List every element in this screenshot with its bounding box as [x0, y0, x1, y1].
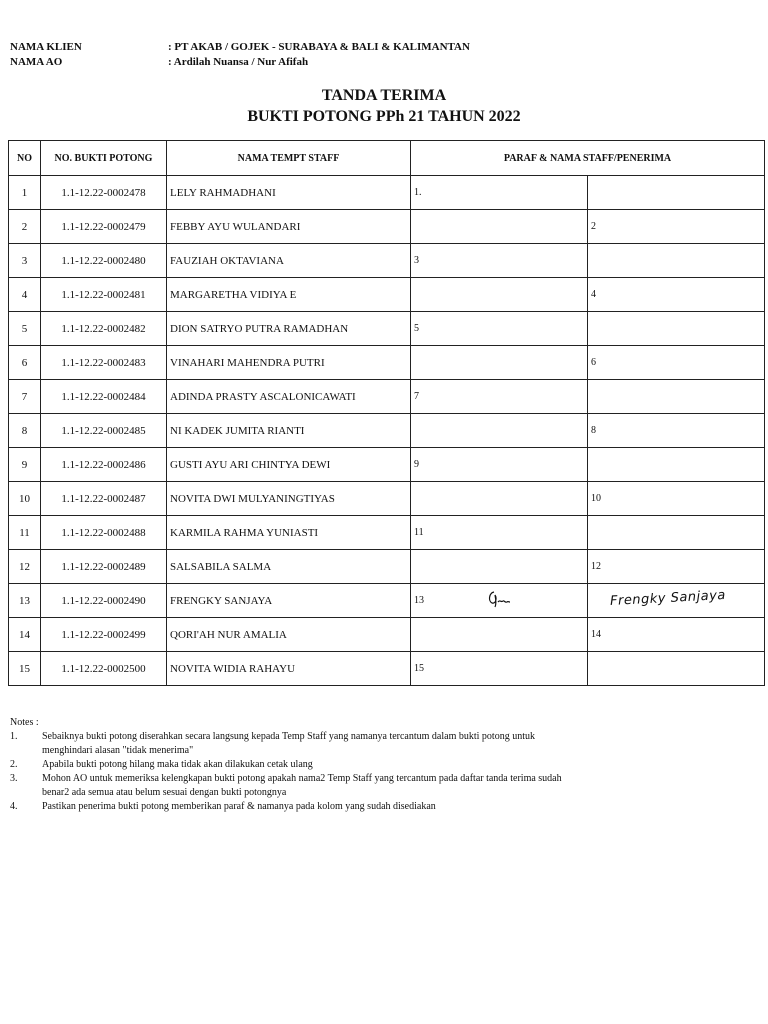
- cell-bukti-potong: [41, 312, 167, 346]
- cell-paraf-left-text: 15: [414, 663, 424, 674]
- cell-no: [9, 550, 41, 584]
- cell-no-text: 1: [21, 186, 28, 199]
- notes-section: [10, 716, 572, 814]
- table-row: [9, 550, 765, 584]
- cell-paraf-left-text: 3: [414, 255, 419, 266]
- cell-nama-staff: [167, 210, 411, 244]
- cell-no: [9, 652, 41, 686]
- cell-paraf-left: [411, 516, 588, 550]
- table-header-row: [9, 141, 765, 176]
- cell-nama-staff: [167, 380, 411, 414]
- header-nama-staff: NAMA TEMPT STAFF: [167, 141, 411, 176]
- cell-paraf-right: [588, 312, 765, 346]
- cell-nama-staff: [167, 244, 411, 278]
- cell-bukti-potong: [41, 414, 167, 448]
- cell-no-text: 6: [21, 356, 28, 369]
- cell-nama-staff-text: QORI'AH NUR AMALIA: [170, 628, 287, 641]
- cell-paraf-left: [411, 584, 588, 618]
- cell-paraf-left: [411, 618, 588, 652]
- cell-no-text: 15: [19, 662, 30, 675]
- cell-no-text: 2: [21, 220, 28, 233]
- ao-label: NAMA AO: [10, 56, 63, 68]
- cell-paraf-right-text: 14: [591, 629, 601, 640]
- cell-nama-staff: [167, 278, 411, 312]
- cell-bukti-potong-text: 1.1-12.22-0002481: [61, 288, 146, 301]
- cell-paraf-right-text: 4: [591, 289, 596, 300]
- title-line-2: BUKTI POTONG PPh 21 TAHUN 2022: [247, 108, 521, 125]
- cell-bukti-potong: [41, 210, 167, 244]
- cell-bukti-potong-text: 1.1-12.22-0002480: [61, 254, 146, 267]
- note-number: 1.: [10, 731, 18, 742]
- cell-bukti-potong: [41, 584, 167, 618]
- cell-no: [9, 380, 41, 414]
- client-row: [10, 40, 470, 55]
- cell-no: [9, 414, 41, 448]
- note-text: Apabila bukti potong hilang maka tidak akan dilakukan cetak ulang: [42, 759, 313, 770]
- ao-row: [10, 55, 470, 70]
- cell-nama-staff-text: GUSTI AYU ARI CHINTYA DEWI: [170, 458, 331, 471]
- table-row: [9, 652, 765, 686]
- cell-no: [9, 278, 41, 312]
- cell-bukti-potong-text: 1.1-12.22-0002478: [61, 186, 146, 199]
- table-row: [9, 244, 765, 278]
- table-row: [9, 380, 765, 414]
- cell-bukti-potong-text: 1.1-12.22-0002500: [61, 662, 146, 675]
- cell-nama-staff: [167, 550, 411, 584]
- cell-bukti-potong-text: 1.1-12.22-0002487: [61, 492, 146, 505]
- cell-nama-staff: [167, 618, 411, 652]
- cell-no-text: 11: [19, 526, 30, 539]
- cell-nama-staff-text: KARMILA RAHMA YUNIASTI: [170, 526, 319, 539]
- cell-bukti-potong-text: 1.1-12.22-0002486: [61, 458, 146, 471]
- cell-paraf-left: [411, 244, 588, 278]
- cell-nama-staff-text: FAUZIAH OKTAVIANA: [170, 254, 284, 267]
- cell-no: [9, 244, 41, 278]
- cell-paraf-left: [411, 652, 588, 686]
- cell-nama-staff-text: FEBBY AYU WULANDARI: [170, 220, 301, 233]
- cell-nama-staff: [167, 482, 411, 516]
- table-row: [9, 448, 765, 482]
- cell-bukti-potong: [41, 618, 167, 652]
- cell-paraf-left-text: 7: [414, 391, 419, 402]
- cell-paraf-left: [411, 380, 588, 414]
- cell-bukti-potong: [41, 652, 167, 686]
- cell-nama-staff: [167, 312, 411, 346]
- cell-no-text: 13: [19, 594, 30, 607]
- note-number: 3.: [10, 773, 18, 784]
- cell-bukti-potong: [41, 482, 167, 516]
- cell-nama-staff-text: NOVITA DWI MULYANINGTIYAS: [170, 492, 335, 505]
- cell-nama-staff: [167, 448, 411, 482]
- client-label: NAMA KLIEN: [10, 41, 82, 53]
- cell-nama-staff-text: ADINDA PRASTY ASCALONICAWATI: [170, 390, 356, 403]
- note-item: [10, 758, 572, 772]
- cell-bukti-potong: [41, 550, 167, 584]
- cell-nama-staff-text: SALSABILA SALMA: [170, 560, 272, 573]
- cell-no-text: 7: [21, 390, 28, 403]
- note-item: [10, 772, 572, 800]
- cell-no: [9, 346, 41, 380]
- client-value: : PT AKAB / GOJEK - SURABAYA & BALI & KALIMANTAN: [168, 41, 470, 53]
- table-row: [9, 278, 765, 312]
- cell-bukti-potong-text: 1.1-12.22-0002499: [61, 628, 146, 641]
- cell-no-text: 3: [21, 254, 28, 267]
- cell-no-text: 14: [19, 628, 30, 641]
- note-text: Pastikan penerima bukti potong memberikan paraf & namanya pada kolom yang sudah disediakan: [42, 801, 436, 812]
- cell-paraf-right-text: 2: [591, 221, 596, 232]
- table-row: [9, 584, 765, 618]
- title-line-1: TANDA TERIMA: [321, 87, 447, 104]
- handwritten-signature-name: Frengky Sanjaya: [609, 587, 727, 610]
- cell-bukti-potong: [41, 176, 167, 210]
- cell-no-text: 5: [21, 322, 28, 335]
- table-row: [9, 482, 765, 516]
- note-item: [10, 800, 572, 814]
- cell-paraf-right: [588, 550, 765, 584]
- cell-paraf-left: [411, 448, 588, 482]
- table-row: [9, 176, 765, 210]
- cell-paraf-left-text: 1.: [414, 187, 422, 198]
- cell-paraf-right-text: 6: [591, 357, 596, 368]
- cell-paraf-right: [588, 380, 765, 414]
- cell-bukti-potong-text: 1.1-12.22-0002490: [61, 594, 146, 607]
- table-row: [9, 516, 765, 550]
- cell-no: [9, 176, 41, 210]
- header-bukti-potong: NO. BUKTI POTONG: [41, 141, 167, 176]
- cell-no: [9, 516, 41, 550]
- cell-paraf-left: [411, 414, 588, 448]
- cell-no: [9, 482, 41, 516]
- cell-paraf-left: [411, 312, 588, 346]
- cell-bukti-potong: [41, 244, 167, 278]
- paraf-signature-icon: [486, 590, 512, 608]
- document-header: [10, 40, 470, 70]
- cell-paraf-right: [588, 278, 765, 312]
- cell-nama-staff-text: FRENGKY SANJAYA: [170, 594, 273, 607]
- cell-no-text: 9: [21, 458, 28, 471]
- cell-nama-staff: [167, 652, 411, 686]
- cell-paraf-right: [588, 618, 765, 652]
- cell-paraf-right: [588, 584, 765, 618]
- cell-paraf-right: [588, 482, 765, 516]
- cell-paraf-right: [588, 414, 765, 448]
- cell-paraf-left: [411, 482, 588, 516]
- cell-paraf-left-text: 9: [414, 459, 419, 470]
- cell-bukti-potong-text: 1.1-12.22-0002489: [61, 560, 146, 573]
- cell-paraf-left: [411, 210, 588, 244]
- cell-paraf-right-text: 10: [591, 493, 601, 504]
- cell-nama-staff-text: DION SATRYO PUTRA RAMADHAN: [170, 322, 349, 335]
- cell-paraf-right: [588, 516, 765, 550]
- note-number: 4.: [10, 801, 18, 812]
- cell-bukti-potong-text: 1.1-12.22-0002479: [61, 220, 146, 233]
- cell-no: [9, 584, 41, 618]
- cell-no-text: 12: [19, 560, 30, 573]
- cell-paraf-left-text: 11: [414, 527, 424, 538]
- note-text: Mohon AO untuk memeriksa kelengkapan bukti potong apakah nama2 Temp Staff yang tercantum pada daftar tanda terima sudah benar2 ada semua atau belum sesuai dengan bukti potongnya: [42, 773, 562, 798]
- cell-bukti-potong: [41, 448, 167, 482]
- cell-nama-staff-text: LELY RAHMADHANI: [170, 186, 276, 199]
- table-row: [9, 618, 765, 652]
- cell-bukti-potong-text: 1.1-12.22-0002482: [61, 322, 146, 335]
- cell-bukti-potong-text: 1.1-12.22-0002485: [61, 424, 146, 437]
- cell-no-text: 4: [21, 288, 28, 301]
- notes-heading: Notes :: [10, 717, 39, 728]
- note-item: [10, 730, 572, 758]
- cell-no-text: 10: [19, 492, 30, 505]
- note-text: Sebaiknya bukti potong diserahkan secara langsung kepada Temp Staff yang namanya tercantum dalam bukti potong untuk menghindari alasan "tidak menerima": [42, 731, 535, 756]
- cell-bukti-potong-text: 1.1-12.22-0002484: [61, 390, 146, 403]
- cell-bukti-potong: [41, 380, 167, 414]
- cell-paraf-left: [411, 550, 588, 584]
- table-row: [9, 414, 765, 448]
- cell-nama-staff-text: NI KADEK JUMITA RIANTI: [170, 424, 305, 437]
- cell-nama-staff: [167, 346, 411, 380]
- cell-paraf-right: [588, 652, 765, 686]
- cell-nama-staff: [167, 414, 411, 448]
- cell-paraf-right-text: 8: [591, 425, 596, 436]
- cell-paraf-right: [588, 448, 765, 482]
- cell-nama-staff-text: NOVITA WIDIA RAHAYU: [170, 662, 296, 675]
- cell-bukti-potong-text: 1.1-12.22-0002488: [61, 526, 146, 539]
- cell-nama-staff-text: VINAHARI MAHENDRA PUTRI: [170, 356, 325, 369]
- cell-paraf-right: [588, 244, 765, 278]
- table-row: [9, 346, 765, 380]
- cell-no: [9, 312, 41, 346]
- ao-value: : Ardilah Nuansa / Nur Afifah: [168, 56, 309, 68]
- cell-bukti-potong: [41, 516, 167, 550]
- cell-paraf-right-text: 12: [591, 561, 601, 572]
- cell-no: [9, 448, 41, 482]
- table-row: [9, 312, 765, 346]
- document-title: [0, 85, 768, 127]
- cell-paraf-right: [588, 210, 765, 244]
- header-no: NO: [9, 141, 41, 176]
- header-paraf: PARAF & NAMA STAFF/PENERIMA: [411, 141, 765, 176]
- receipt-table: [8, 140, 765, 686]
- cell-paraf-right: [588, 346, 765, 380]
- cell-nama-staff-text: MARGARETHA VIDIYA E: [170, 288, 297, 301]
- cell-bukti-potong-text: 1.1-12.22-0002483: [61, 356, 146, 369]
- cell-paraf-left-text: 13: [414, 595, 424, 606]
- cell-nama-staff: [167, 176, 411, 210]
- cell-no: [9, 210, 41, 244]
- cell-paraf-right: [588, 176, 765, 210]
- cell-no: [9, 618, 41, 652]
- cell-nama-staff: [167, 516, 411, 550]
- cell-paraf-left: [411, 176, 588, 210]
- cell-paraf-left: [411, 346, 588, 380]
- cell-nama-staff: [167, 584, 411, 618]
- cell-no-text: 8: [21, 424, 28, 437]
- cell-paraf-left-text: 5: [414, 323, 419, 334]
- cell-bukti-potong: [41, 278, 167, 312]
- table-row: [9, 210, 765, 244]
- note-number: 2.: [10, 759, 18, 770]
- cell-bukti-potong: [41, 346, 167, 380]
- cell-paraf-left: [411, 278, 588, 312]
